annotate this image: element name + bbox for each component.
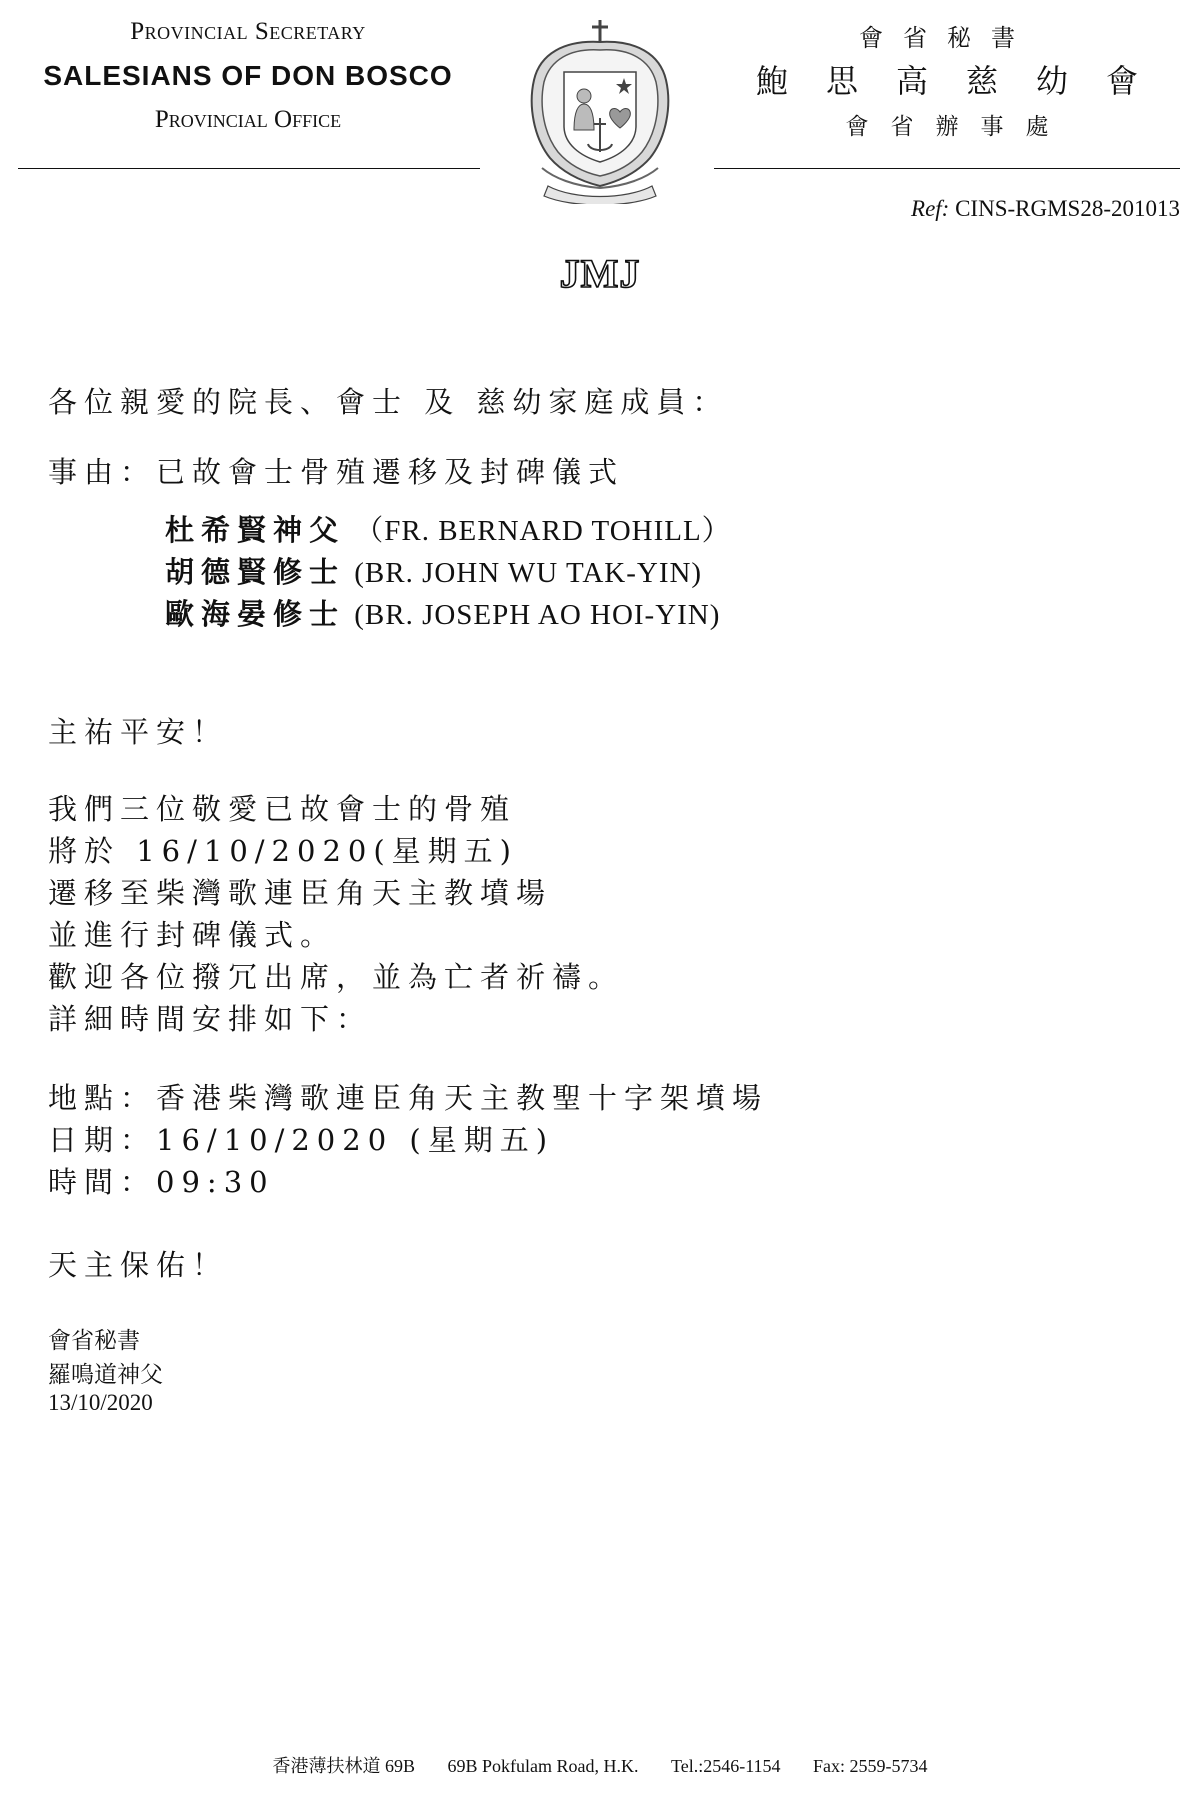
deceased-item [165, 592, 720, 633]
reference-number [700, 196, 1180, 222]
closing: 天主保佑！ [48, 1248, 229, 1282]
subject-text: 已故會士骨殖遷移及封碑儀式 [156, 455, 625, 489]
body-line: 我們三位敬愛已故會士的骨殖 [48, 792, 517, 826]
body-line: 歡迎各位撥冗出席，並為亡者祈禱。 [48, 960, 625, 994]
footer-address-en: 69B Pokfulam Road, H.K. [447, 1756, 639, 1776]
letterhead-secretary-en: Provincial Secretary [130, 18, 366, 45]
signature-title: 會省秘書 [48, 1328, 140, 1354]
subject-label: 事由： [48, 455, 157, 489]
salesian-crest-icon [524, 18, 676, 204]
subject-line [48, 450, 624, 491]
greeting: 主祐平安！ [48, 715, 229, 749]
signature-date: 13/10/2020 [48, 1390, 153, 1415]
letterhead-organization-en: SALESIANS OF DON BOSCO [43, 60, 453, 91]
letterhead-rule-left [18, 168, 480, 169]
signature-name: 羅鳴道神父 [48, 1362, 163, 1388]
detail-location [48, 1076, 768, 1117]
body-line: 遷移至柴灣歌連臣角天主教墳場 [48, 876, 553, 910]
detail-date [48, 1118, 554, 1159]
letterhead-rule-right [714, 168, 1180, 169]
deceased-chinese-name: 胡德賢修士 [165, 555, 346, 589]
letterhead-office-en: Provincial Office [154, 106, 342, 133]
footer-address-zh: 香港薄扶林道 69B [272, 1756, 415, 1776]
detail-label: 日期： [48, 1123, 157, 1157]
reference-label: Ref: [911, 196, 950, 221]
body-line: 詳細時間安排如下： [48, 1002, 373, 1036]
detail-value: 香港柴灣歌連臣角天主教聖十字架墳場 [156, 1081, 769, 1115]
jmj-heading: JMJ [559, 251, 641, 296]
deceased-english-name: (BR. JOSEPH AO HOI-YIN) [354, 599, 721, 631]
letterhead-secretary-zh: 會省秘書 [859, 24, 1035, 52]
reference-value: CINS-RGMS28-201013 [955, 196, 1180, 221]
deceased-chinese-name: 歐海晏修士 [165, 597, 346, 631]
footer-tel: Tel.:2546-1154 [670, 1756, 781, 1776]
detail-value: 16/10/2020 (星期五) [156, 1123, 555, 1157]
body-line: 將於 16/10/2020(星期五) [48, 834, 518, 868]
deceased-english-name: (BR. JOHN WU TAK-YIN) [354, 557, 703, 589]
deceased-item [165, 550, 702, 591]
detail-value: 09:30 [156, 1165, 275, 1199]
deceased-english-name: （FR. BERNARD TOHILL） [354, 515, 732, 547]
letterhead-office-zh: 會省辦事處 [845, 114, 1071, 140]
detail-time [48, 1160, 275, 1201]
salutation: 各位親愛的院長、會士 及 慈幼家庭成員： [48, 385, 729, 419]
deceased-item [165, 508, 732, 549]
body-line: 並進行封碑儀式。 [48, 918, 337, 952]
detail-label: 地點： [48, 1081, 157, 1115]
deceased-chinese-name: 杜希賢神父 [165, 513, 346, 547]
footer-fax: Fax: 2559-5734 [813, 1756, 928, 1776]
footer-contact [0, 1752, 1200, 1778]
letterhead-organization-zh: 鮑思高慈幼會 [755, 62, 1176, 100]
detail-label: 時間： [48, 1165, 157, 1199]
